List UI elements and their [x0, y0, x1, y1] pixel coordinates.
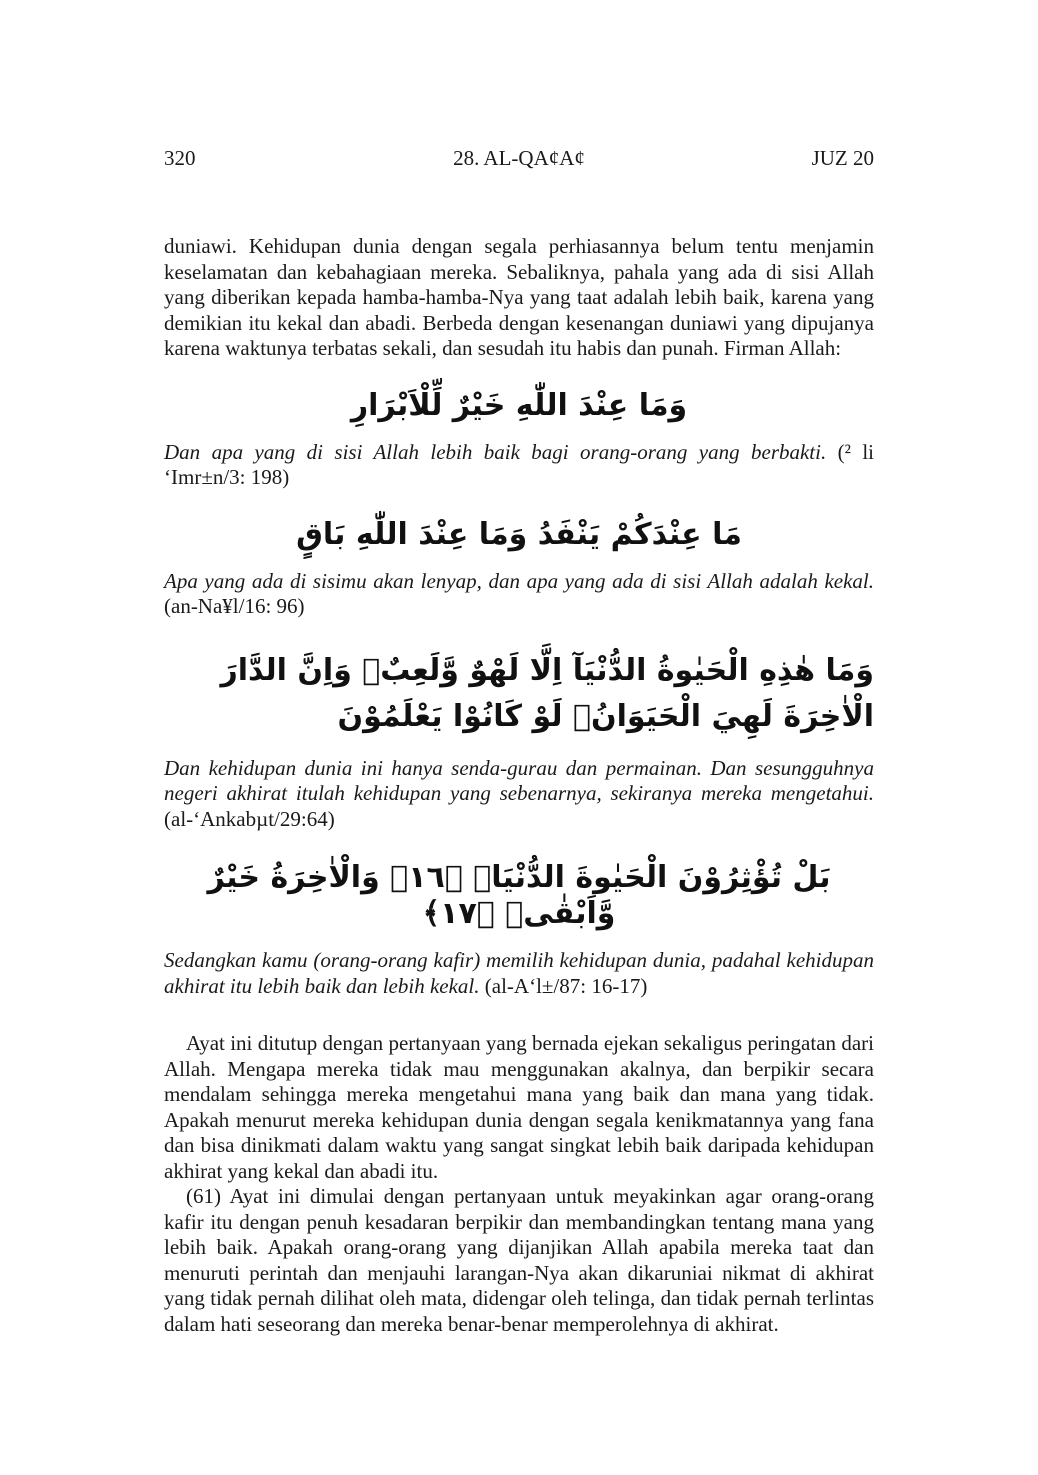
- translation-text-1: Dan apa yang di sisi Allah lebih baik bagi orang-orang yang berbakti.: [164, 439, 827, 464]
- arabic-verse-2: مَا عِنْدَكُمْ يَنْفَدُ وَمَا عِنْدَ اللّٰهِ بَاقٍ: [296, 516, 742, 552]
- arabic-verse-4: بَلْ تُؤْثِرُوْنَ الْحَيٰوةَ الدُّنْيَاۖ ﴿١٦﴾ وَالْاٰخِرَةُ خَيْرٌ وَّاَبْقٰىۗ ﴿١٧﴾: [207, 860, 831, 931]
- page-number: 320: [164, 146, 196, 170]
- verse-translation-2: [164, 569, 874, 620]
- arabic-verse-1: وَمَا عِنْدَ اللّٰهِ خَيْرٌ لِّلْاَبْرَارِ: [350, 387, 688, 423]
- verse-reference-2: (an-Na¥l/16: 96): [164, 594, 305, 618]
- arabic-verse-3: وَمَا هٰذِهِ الْحَيٰوةُ الدُّنْيَآ اِلَّا لَهْوٌ وَّلَعِبٌۗ وَاِنَّ الدَّارَ الْاٰخِرَةَ لَهِيَ الْحَيَوَانُۘ لَوْ كَانُوْا يَعْلَمُوْنَ: [220, 652, 874, 734]
- verse-translation-1: [164, 440, 874, 491]
- verse-reference-3: (al-‘Ankabµt/29:64): [164, 806, 335, 831]
- translation-text-3: Dan kehidupan dunia ini hanya senda-gurau dan permainan. Dan sesungguhnya negeri akhirat itulah kehidupan yang sebenarnya, sekiranya mereka mengetahui.: [164, 755, 874, 805]
- juz-label: JUZ 20: [811, 146, 874, 170]
- translation-text-4: Sedangkan kamu (orang-orang kafir) memilih kehidupan dunia, padahal kehidupan akhirat itu lebih baik dan lebih kekal.: [164, 948, 874, 998]
- verse-translation-3: [164, 756, 874, 833]
- commentary: [164, 1031, 874, 1337]
- commentary-paragraph-2: (61) Ayat ini dimulai dengan pertanyaan untuk meyakinkan agar orang-orang kafir itu dengan penuh kesadaran berpikir dan membandingkan tentang mana yang lebih baik. Apakah orang-orang yang dijanjikan Allah apabila mereka taat dan menuruti perintah dan menjauhi larangan-Nya akan dikaruniai nikmat di akhirat yang tidak pernah dilihat oleh mata, didengar oleh telinga, dan tidak pernah terlintas dalam hati seseorang dan mereka benar-benar memperolehnya di akhirat.: [164, 1184, 874, 1336]
- surah-title: 28. AL-QA¢A¢: [453, 146, 585, 170]
- verse-translation-4: [164, 948, 874, 999]
- page-header: [164, 146, 874, 176]
- commentary-paragraph-1: Ayat ini ditutup dengan pertanyaan yang bernada ejekan sekaligus peringatan dari Allah. Mengapa mereka tidak mau menggunakan akalnya, dan berpikir secara mendalam sehingga mereka mengetahui mana yang baik dan mana yang tidak. Apakah menurut mereka kehidupan dunia dengan segala kenikmatannya yang fana dan bisa dinikmati dalam waktu yang sangat singkat lebih baik daripada kehidupan akhirat yang kekal dan abadi itu.: [164, 1031, 874, 1183]
- verse-reference-4: (al-A‘l±/87: 16-17): [484, 973, 648, 998]
- verse-reference-1: (² li ‘Imr±n/3: 198): [164, 439, 874, 489]
- intro-paragraph: duniawi. Kehidupan dunia dengan segala perhiasannya belum tentu menjamin keselamatan dan kebahagiaan mereka. Sebaliknya, pahala yang ada di sisi Allah yang diberikan kepada hamba-hamba-Nya yang taat adalah lebih baik, karena yang demikian itu kekal dan abadi. Berbeda dengan kesenangan duniawi yang dipujanya karena waktunya terbatas sekali, dan sesudah itu habis dan punah. Firman Allah:: [164, 234, 874, 360]
- translation-text-2: Apa yang ada di sisimu akan lenyap, dan apa yang ada di sisi Allah adalah kekal.: [164, 568, 874, 593]
- page-content: [164, 234, 874, 1337]
